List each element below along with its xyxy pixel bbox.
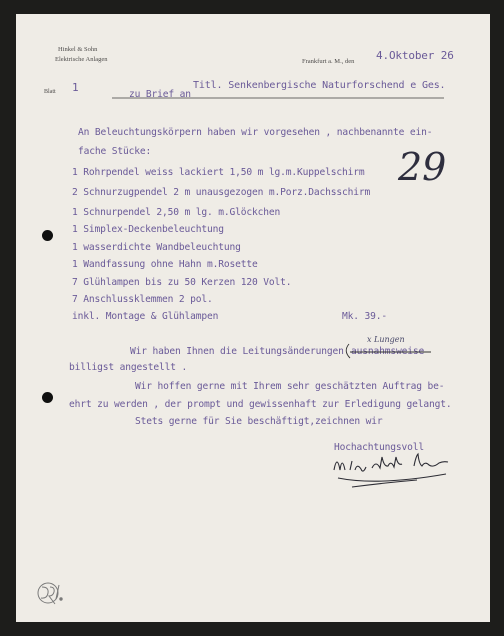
- closing: Hochachtungsvoll: [334, 442, 425, 453]
- list-item: 2 Schnurzugpendel 2 m unausgezogen m.Porz.Dachsschirm: [72, 187, 371, 198]
- signature: [334, 454, 448, 487]
- sheet-label: Blatt: [44, 89, 56, 95]
- archive-stamp: [38, 583, 62, 604]
- intro-line-1: An Beleuchtungskörpern haben wir vorgesehen , nachbenannte ein-: [78, 127, 433, 138]
- list-item: inkl. Montage & Glühlampen: [72, 311, 219, 322]
- intro-line-2: fache Stücke:: [78, 146, 152, 157]
- struck-word: ausnahmsweise: [351, 346, 425, 357]
- list-item: 7 Glühlampen bis zu 50 Kerzen 120 Volt.: [72, 277, 292, 288]
- handwritten-insert: x Lungen: [367, 335, 405, 344]
- paragraph-3: Stets gerne für Sie beschäftigt,zeichnen wir: [135, 416, 383, 427]
- city-date-label: Frankfurt a. M., den: [302, 58, 355, 65]
- sheet-number: 1: [72, 81, 79, 94]
- paragraph-1b: billigst angestellt .: [69, 362, 188, 373]
- reference-prefix: zu Brief an: [129, 89, 191, 100]
- letter-date: 4.Oktober 26: [376, 49, 454, 62]
- company-name: Hinkel & Sohn: [58, 46, 98, 53]
- company-subtitle: Elektrische Anlagen: [55, 56, 108, 63]
- list-item: 1 wasserdichte Wandbeleuchtung: [72, 242, 241, 253]
- paragraph-2b: ehrt zu werden , der prompt und gewissenhaft zur Erledigung gelangt.: [69, 399, 452, 410]
- addressee: Titl. Senkenbergische Naturforschend e Ges.: [193, 80, 446, 91]
- handwritten-number: 29: [398, 145, 447, 189]
- paragraph-2a: Wir hoffen gerne mit Ihrem sehr geschätzten Auftrag be-: [135, 381, 445, 392]
- list-item: 1 Wandfassung ohne Hahn m.Rosette: [72, 259, 258, 270]
- paragraph-1a: Wir haben Ihnen die Leitungsänderungen: [130, 346, 344, 357]
- list-item: 1 Simplex-Deckenbeleuchtung: [72, 224, 224, 235]
- total-amount: Mk. 39.-: [342, 311, 388, 322]
- list-item: 1 Rohrpendel weiss lackiert 1,50 m lg.m.Kuppelschirm: [72, 167, 365, 178]
- list-item: 1 Schnurpendel 2,50 m lg. m.Glöckchen: [72, 207, 281, 218]
- list-item: 7 Anschlussklemmen 2 pol.: [72, 294, 213, 305]
- insertion-mark: [346, 344, 350, 358]
